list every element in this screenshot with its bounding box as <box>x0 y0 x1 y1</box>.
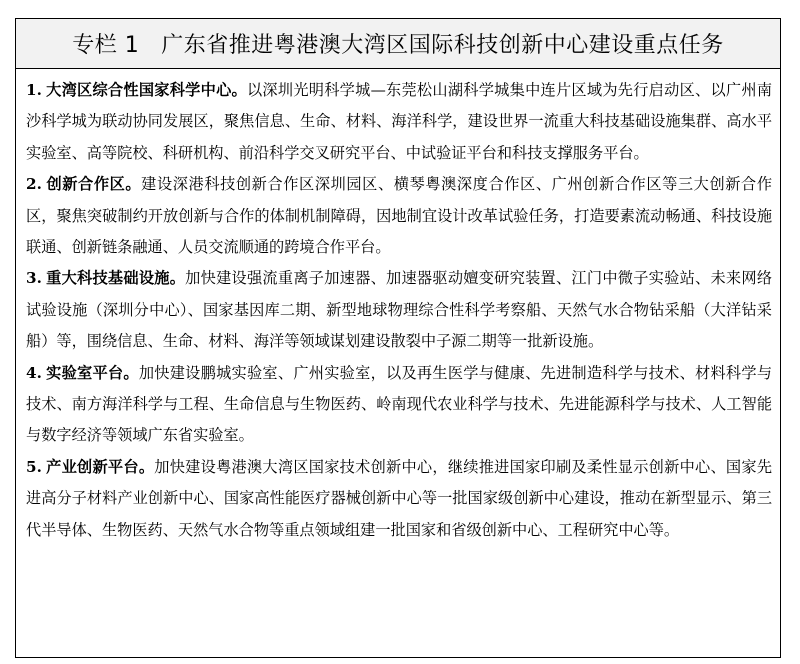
task-item-2 <box>26 169 772 263</box>
item-number: 4. <box>26 363 42 382</box>
item-body: 加快建设粤港澳大湾区国家技术创新中心，继续推进国家印刷及柔性显示创新中心、国家先进高分子材料产业创新中心、国家高性能医疗器械创新中心等一批国家级创新中心建设，推动在新型显示、第三代半导体、生物医药、天然气水合物等重点领域组建一批国家和省级创新中心、工程研究中心等。 <box>26 457 773 539</box>
task-list <box>16 69 780 546</box>
item-body: 建设深港科技创新合作区深圳园区、横琴粤澳深度合作区、广州创新合作区等三大创新合作区，聚焦突破制约开放创新与合作的体制机制障碍，因地制宜设计改革试验任务，打造要素流动畅通、科技设施联通、创新链条融通、人员交流顺通的跨境合作平台。 <box>26 175 773 257</box>
task-item-4 <box>26 358 772 452</box>
column-label: 专栏 1 <box>72 33 140 58</box>
item-body: 以深圳光明科学城—东莞松山湖科学城集中连片区域为先行启动区、以广州南沙科学城为联动协同发展区，聚焦信息、生命、材料、海洋科学，建设世界一流重大科技基础设施集群、高水平实验室、高等院校、科研机构、前沿科学交叉研究平台、中试验证平台和科技支撑服务平台。 <box>26 81 773 162</box>
task-item-3 <box>26 263 772 357</box>
item-number: 3. <box>26 269 42 288</box>
task-item-1 <box>26 75 772 169</box>
task-item-5 <box>26 452 772 546</box>
item-heading: 大湾区综合性国家科学中心。 <box>45 81 247 99</box>
item-number: 1. <box>26 81 42 99</box>
box-title <box>72 28 724 59</box>
item-heading: 产业创新平台。 <box>45 457 155 476</box>
item-number: 5. <box>26 457 42 476</box>
item-body: 加快建设强流重离子加速器、加速器驱动嬗变研究装置、江门中微子实验站、未来网络试验设施（深圳分中心）、国家基因库二期、新型地球物理综合性科学考察船、天然气水合物钻采船（大洋钻采船）等，围绕信息、生命、材料、海洋等领域谋划建设散裂中子源二期等一批新设施。 <box>26 269 773 351</box>
item-body: 加快建设鹏城实验室、广州实验室，以及再生医学与健康、先进制造科学与技术、材料科学与技术、南方海洋科学与工程、生命信息与生物医药、岭南现代农业科学与技术、先进能源科学与技术、人工智能与数字经济等领域广东省实验室。 <box>26 363 773 445</box>
item-heading: 实验室平台。 <box>45 363 139 382</box>
item-heading: 重大科技基础设施。 <box>45 269 186 288</box>
item-number: 2. <box>26 175 42 194</box>
title-text: 广东省推进粤港澳大湾区国际科技创新中心建设重点任务 <box>161 33 724 58</box>
title-row <box>16 19 780 69</box>
item-heading: 创新合作区。 <box>45 175 142 194</box>
feature-box <box>15 18 781 658</box>
